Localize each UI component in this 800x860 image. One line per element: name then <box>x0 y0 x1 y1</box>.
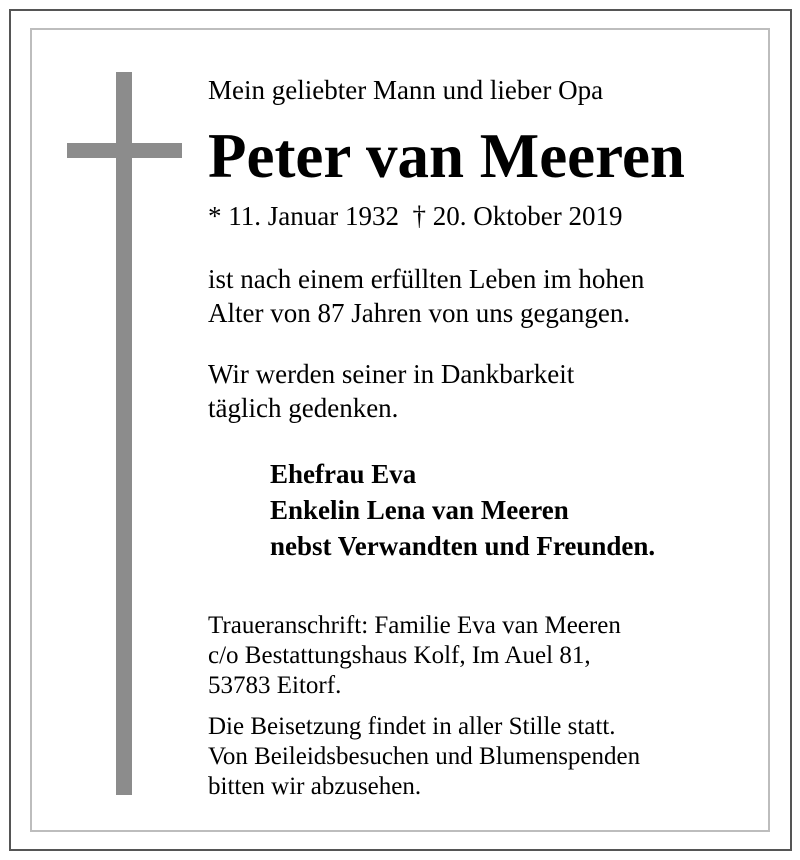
mourning-address <box>208 611 621 701</box>
remembrance-line: Wir werden seiner in Dankbarkeit <box>208 359 575 389</box>
funeral-line: Die Beisetzung findet in aller Stille statt. <box>208 713 616 740</box>
birth-date: * 11. Januar 1932 <box>208 201 399 231</box>
address-line: c/o Bestattungshaus Kolf, Im Auel 81, <box>208 642 591 669</box>
message-line: Alter von 87 Jahren von uns gegangen. <box>208 298 631 328</box>
message-paragraph <box>208 262 644 330</box>
deceased-name: Peter van Meeren <box>208 121 685 191</box>
message-line: ist nach einem erfüllten Leben im hohen <box>208 264 645 294</box>
funeral-line: Von Beileidsbesuchen und Blumenspenden <box>208 743 641 770</box>
funeral-line: bitten wir abzusehen. <box>208 773 422 800</box>
address-line: Traueranschrift: Familie Eva van Meeren <box>208 612 621 639</box>
cross-icon-vertical-beam <box>116 72 132 795</box>
death-date: † 20. Oktober 2019 <box>412 201 623 231</box>
life-dates <box>208 200 622 232</box>
mourner-line: Ehefrau Eva <box>270 459 417 489</box>
address-line: 53783 Eitorf. <box>208 672 342 699</box>
mourner-line: Enkelin Lena van Meeren <box>270 495 569 525</box>
cross-icon-horizontal-beam <box>67 143 182 158</box>
funeral-note <box>208 712 640 802</box>
mourner-line: nebst Verwandten und Freunden. <box>270 531 656 561</box>
remembrance-paragraph <box>208 357 574 425</box>
intro-line: Mein geliebter Mann und lieber Opa <box>208 75 604 105</box>
remembrance-line: täglich gedenken. <box>208 393 399 423</box>
mourners-list <box>270 456 655 564</box>
